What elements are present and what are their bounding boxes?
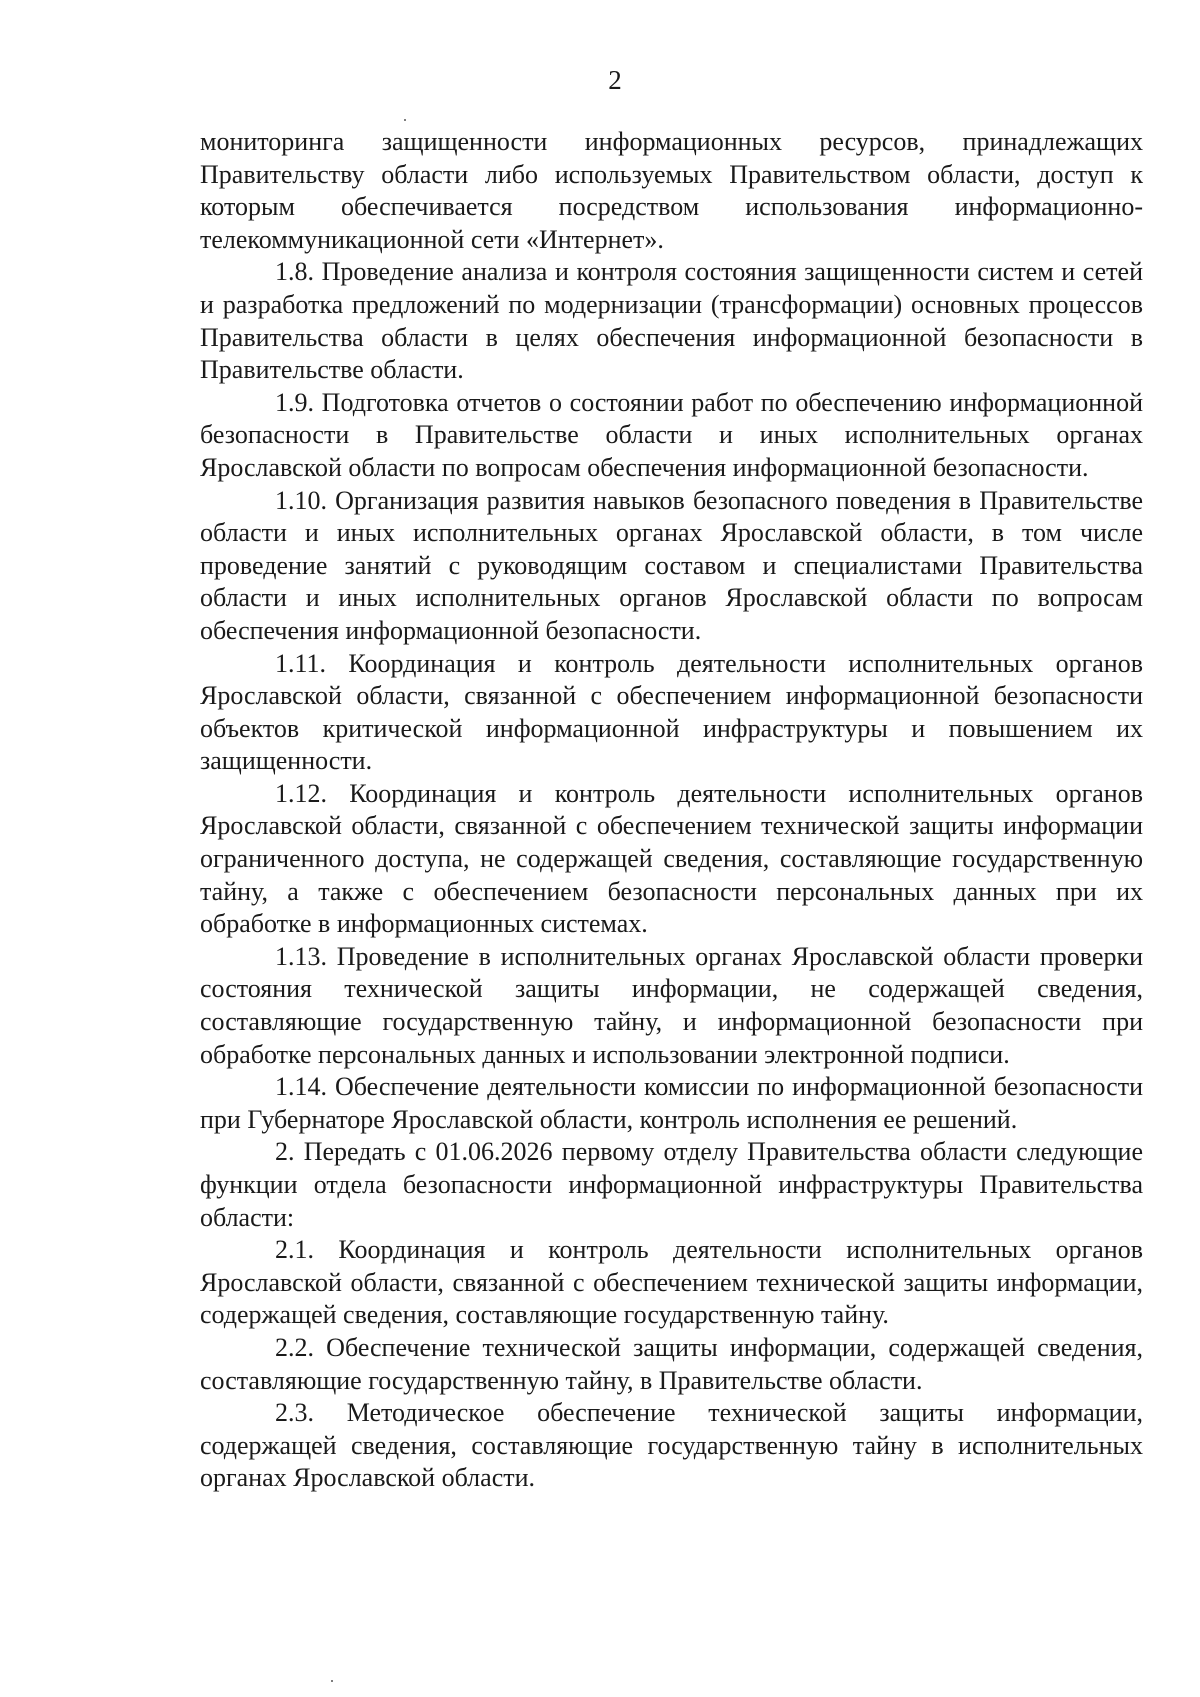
paragraph-2-3: 2.3. Методическое обеспечение технической защиты информации, содержащей сведения, составляющие государственную тайну в исполнительных органах Ярославской области. [200, 1398, 1143, 1493]
paragraph-1-14: 1.14. Обеспечение деятельности комиссии по информационной безопасности при Губернаторе Ярославской области, контроль исполнения ее решений. [200, 1072, 1143, 1134]
paragraph-2-1: 2.1. Координация и контроль деятельности исполнительных органов Ярославской области, связанной с обеспечением технической защиты информации, содержащей сведения, составляющие государственную тайну. [200, 1235, 1143, 1330]
scan-speck [404, 119, 406, 121]
page-number: 2 [608, 65, 622, 95]
paragraph-2-2: 2.2. Обеспечение технической защиты информации, содержащей сведения, составляющие государственную тайну, в Правительстве области. [200, 1332, 1143, 1395]
paragraph-1-11: 1.11. Координация и контроль деятельности исполнительных органов Ярославской области, связанной с обеспечением информационной безопасности объектов критической информационной инфраструктуры и повышением их защищенности. [200, 648, 1143, 776]
paragraph-1-9: 1.9. Подготовка отчетов о состоянии работ по обеспечению информационной безопасности в Правительстве области и иных исполнительных органах Ярославской области по вопросам обеспечения информационной безопасности. [200, 387, 1143, 482]
paragraph-1-10: 1.10. Организация развития навыков безопасного поведения в Правительстве области и иных исполнительных органах Ярославской области, в том числе проведение занятий с руководящим составом и специалистами Правительства области и иных исполнительных органов Ярославской области по вопросам обеспечения информационной безопасности. [200, 485, 1143, 645]
scan-speck [331, 1680, 333, 1682]
paragraph-1-13: 1.13. Проведение в исполнительных органах Ярославской области проверки состояния технической защиты информации, не содержащей сведения, составляющие государственную тайну, и информационной безопасности при обработке персональных данных и использовании электронной подписи. [200, 941, 1143, 1069]
document-body [200, 126, 1143, 1495]
paragraph-continuation: мониторинга защищенности информационных ресурсов, принадлежащих Правительству области либо используемых Правительством области, доступ к которым обеспечивается посредством использования информационно-телекоммуникационной сети «Интернет». [200, 127, 1143, 254]
paragraph-1-8: 1.8. Проведение анализа и контроля состояния защищенности систем и сетей и разработка предложений по модернизации (трансформации) основных процессов Правительства области в целях обеспечения информационной безопасности в Правительстве области. [200, 257, 1143, 385]
paragraph-1-12: 1.12. Координация и контроль деятельности исполнительных органов Ярославской области, связанной с обеспечением технической защиты информации ограниченного доступа, не содержащей сведения, составляющие государственную тайну, а также с обеспечением безопасности персональных данных при их обработке в информационных системах. [200, 778, 1143, 939]
paragraph-2: 2. Передать с 01.06.2026 первому отделу Правительства области следующие функции отдела безопасности информационной инфраструктуры Правительства области: [200, 1137, 1143, 1232]
